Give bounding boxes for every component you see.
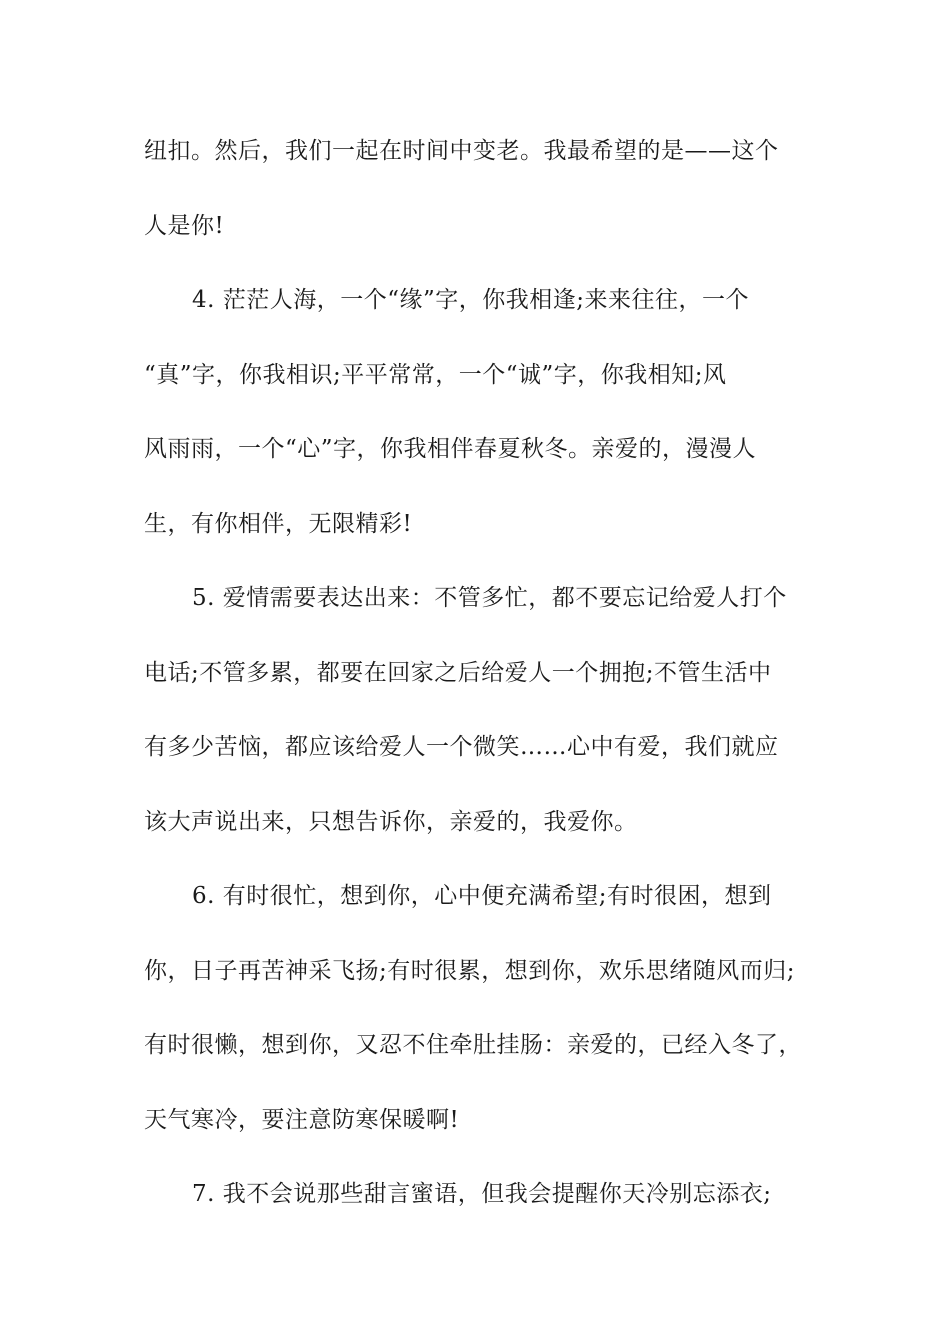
text-line: 风雨雨，一个“心”字，你我相伴春夏秋冬。亲爱的，漫漫人 (144, 436, 757, 462)
text-line: 有多少苦恼，都应该给爱人一个微笑……心中有爱，我们就应 (144, 734, 779, 760)
text-line: 该大声说出来，只想告诉你，亲爱的，我爱你。 (144, 808, 638, 835)
text-line: 有时很懒，想到你，又忍不住牵肚挂肠：亲爱的，已经入冬了， (144, 1032, 802, 1058)
text-line: 人是你! (144, 212, 225, 239)
paragraph-7-start: 7. 我不会说那些甜言蜜语，但我会提醒你天冷别忘添衣; (192, 1181, 772, 1207)
body-text (144, 126, 810, 1244)
text-line: 纽扣。然后，我们一起在时间中变老。我最希望的是——这个 (144, 138, 779, 164)
paragraph-6-start: 6. 有时很忙，想到你，心中便充满希望;有时很困，想到 (192, 883, 772, 909)
text-line: 生，有你相伴，无限精彩! (144, 510, 413, 537)
paragraph-4-start: 4. 茫茫人海，一个“缘”字，你我相逢;来来往往，一个 (192, 287, 750, 313)
text-line: “真”字，你我相识;平平常常，一个“诚”字，你我相知;风 (144, 361, 727, 388)
text-line: 天气寒冷，要注意防寒保暖啊! (144, 1106, 460, 1133)
paragraph-5-start: 5. 爱情需要表达出来：不管多忙，都不要忘记给爱人打个 (192, 585, 787, 611)
text-line: 你，日子再苦神采飞扬;有时很累，想到你，欢乐思绪随风而归; (144, 957, 795, 984)
text-line: 电话;不管多累，都要在回家之后给爱人一个拥抱;不管生活中 (144, 659, 772, 686)
